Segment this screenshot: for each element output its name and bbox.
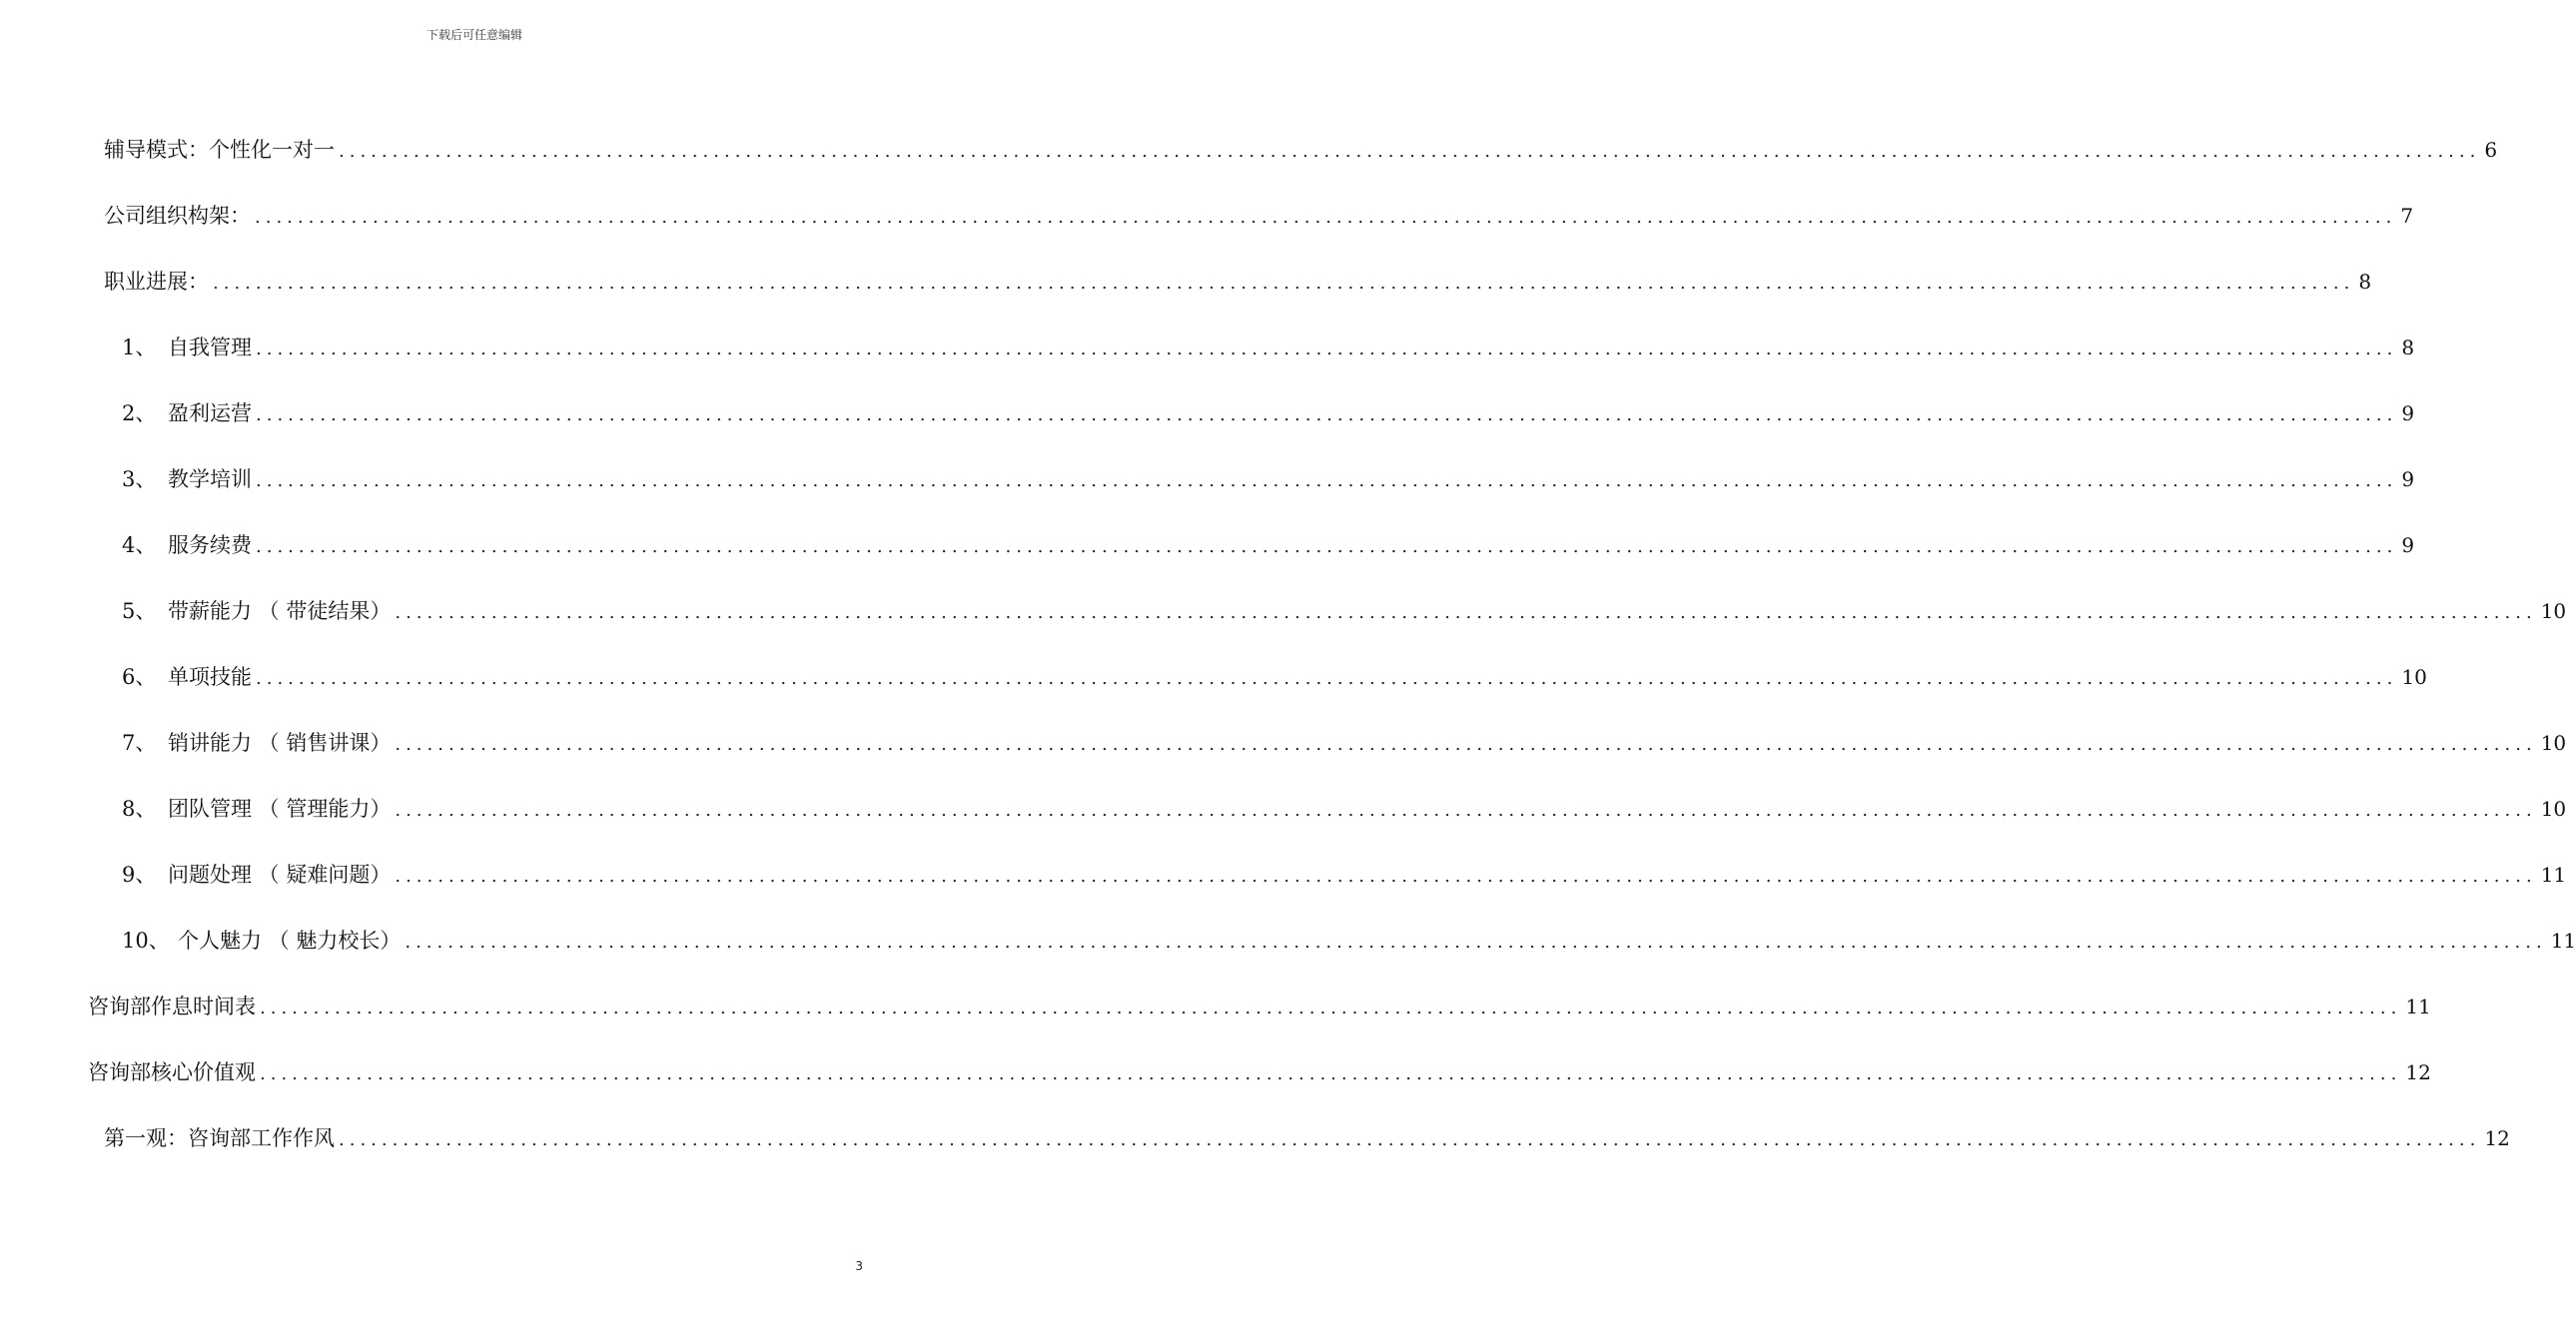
toc-entry[interactable]: [122, 792, 2567, 826]
toc-entry-page: 12: [2405, 1060, 2431, 1084]
toc-entry-title: 辅导模式：个性化一对一: [104, 138, 335, 162]
toc-leader-dots: ........................................................................................................................................................................................................: [395, 866, 2537, 887]
toc-entry-page: 7: [2400, 204, 2414, 228]
toc-entry[interactable]: [122, 528, 2415, 562]
toc-entry-title: 个人魅力 （ 魅力校长）: [178, 929, 402, 953]
toc-entry[interactable]: [122, 331, 2415, 364]
toc-entry-number: 8、: [122, 797, 157, 821]
toc-entry-page: 8: [2358, 270, 2372, 294]
toc-leader-dots: ........................................................................................................................................................................................................: [405, 932, 2547, 953]
toc-entry-number: 1、: [122, 336, 157, 359]
toc-leader-dots: ........................................................................................................................................................................................................: [256, 338, 2398, 359]
toc-entry[interactable]: [104, 133, 2498, 167]
toc-entry-page: 11: [2405, 995, 2431, 1018]
toc-leader-dots: ........................................................................................................................................................................................................: [256, 536, 2398, 557]
page-number: 3: [855, 1259, 863, 1273]
toc-entry[interactable]: [104, 1121, 2510, 1155]
toc-entry-page: 10: [2540, 797, 2567, 821]
toc-entry-title: 团队管理 （ 管理能力）: [168, 797, 392, 821]
toc-entry-page: 10: [2540, 599, 2567, 623]
header-note: 下载后可任意编辑: [426, 28, 522, 42]
toc-entry-page: 9: [2401, 467, 2415, 491]
toc-entry-page: 9: [2401, 533, 2415, 557]
toc-entry-page: 6: [2484, 138, 2498, 162]
toc-entry-number: 4、: [122, 533, 157, 557]
toc-entry-number: 10、: [122, 929, 170, 953]
toc-entry[interactable]: [122, 396, 2415, 430]
toc-entry[interactable]: [122, 858, 2567, 892]
toc-leader-dots: ........................................................................................................................................................................................................: [256, 668, 2398, 689]
toc-entry-title: 教学培训: [168, 467, 252, 491]
toc-entry-number: 6、: [122, 665, 157, 689]
toc-leader-dots: ........................................................................................................................................................................................................: [213, 273, 2355, 294]
toc-entry-number: 7、: [122, 731, 157, 755]
toc-entry[interactable]: [122, 726, 2567, 760]
toc-entry-title: 盈利运营: [168, 401, 252, 425]
toc-entry-title: 咨询部作息时间表: [88, 995, 256, 1018]
toc-entry-title: 问题处理 （ 疑难问题）: [168, 863, 392, 887]
toc-entry-number: 9、: [122, 863, 157, 887]
toc-leader-dots: ........................................................................................................................................................................................................: [339, 1129, 2481, 1150]
toc-entry-title: 销讲能力 （ 销售讲课）: [168, 731, 392, 755]
toc-entry-title: 咨询部核心价值观: [88, 1060, 256, 1084]
toc-entry-number: 5、: [122, 599, 157, 623]
toc-entry-page: 12: [2484, 1126, 2510, 1150]
toc-entry[interactable]: [122, 594, 2567, 628]
toc-leader-dots: ........................................................................................................................................................................................................: [395, 734, 2537, 755]
toc-entry-title: 单项技能: [168, 665, 252, 689]
toc-leader-dots: ........................................................................................................................................................................................................: [256, 404, 2398, 425]
toc-entry[interactable]: [104, 199, 2414, 233]
toc-entry-page: 10: [2401, 665, 2427, 689]
toc-entry-number: 2、: [122, 401, 157, 425]
toc-entry-page: 10: [2540, 731, 2567, 755]
toc-leader-dots: ........................................................................................................................................................................................................: [260, 1063, 2402, 1084]
toc-entry-page: 9: [2401, 401, 2415, 425]
toc-entry-page: 11: [2540, 863, 2567, 887]
toc-leader-dots: ........................................................................................................................................................................................................: [339, 141, 2481, 162]
toc-entry-title: 自我管理: [168, 336, 252, 359]
toc-entry[interactable]: [122, 462, 2415, 496]
toc-entry-title: 带薪能力 （ 带徒结果）: [168, 599, 392, 623]
toc-entry[interactable]: [122, 924, 2576, 958]
toc-entry[interactable]: [104, 265, 2372, 299]
toc-leader-dots: ........................................................................................................................................................................................................: [256, 470, 2398, 491]
toc-entry[interactable]: [88, 990, 2431, 1023]
toc-entry-title: 服务续费: [168, 533, 252, 557]
toc-entry-title: 职业进展：: [104, 270, 209, 294]
toc-entry-title: 公司组织构架：: [104, 204, 251, 228]
toc-entry-title: 第一观：咨询部工作作风: [104, 1126, 335, 1150]
toc-entry-page: 11: [2550, 929, 2576, 953]
toc-entry[interactable]: [122, 660, 2427, 694]
toc-leader-dots: ........................................................................................................................................................................................................: [395, 602, 2537, 623]
toc-entry[interactable]: [88, 1055, 2431, 1089]
toc-leader-dots: ........................................................................................................................................................................................................: [395, 800, 2537, 821]
toc-entry-page: 8: [2401, 336, 2415, 359]
toc-leader-dots: ........................................................................................................................................................................................................: [255, 207, 2397, 228]
toc-leader-dots: ........................................................................................................................................................................................................: [260, 998, 2402, 1018]
toc-entry-number: 3、: [122, 467, 157, 491]
